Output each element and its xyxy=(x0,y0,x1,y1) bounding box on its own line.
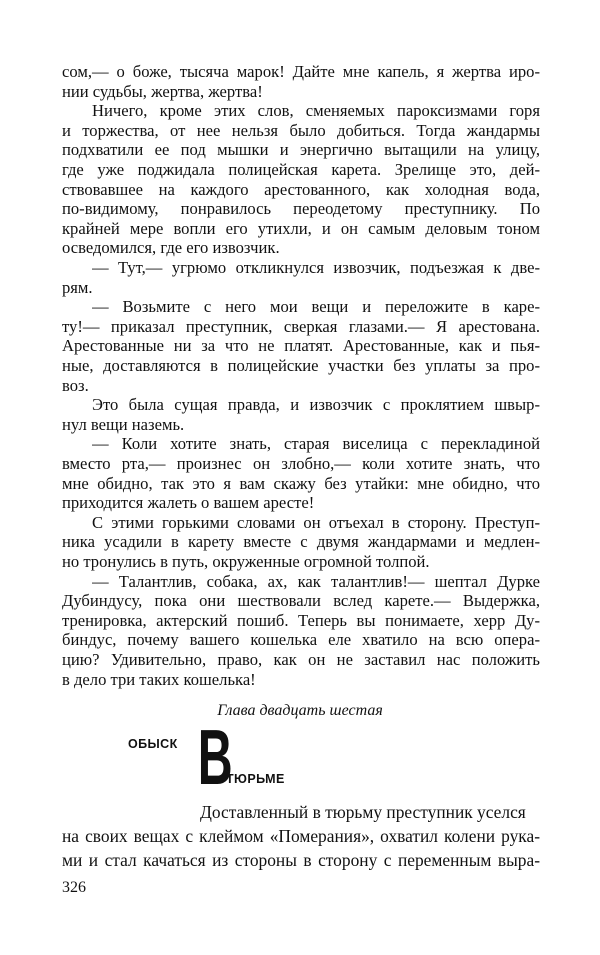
text-line: осведомился, где его извозчик. xyxy=(62,238,280,258)
text-line: крайней мере вопли его утихли, и он самым деловым тоном xyxy=(62,218,540,238)
text-line: сом,— о боже, тысяча марок! Дайте мне капель, я жертва иро- xyxy=(62,62,540,81)
text-line: цию? Удивительно, право, как он не заставил нас положить xyxy=(62,650,540,669)
text-line: ту!— приказал преступник, сверкая глазами.— Я арестована. xyxy=(62,316,540,336)
chapter-title-word-1: ОБЫСК xyxy=(128,737,178,751)
text-line: тренировка, актерский пошиб. Теперь вы понимаете, херр Ду- xyxy=(62,610,540,630)
text-line: на своих вещах с клеймом «Померания», охватил колени рука- xyxy=(62,826,540,846)
text-line: С этими горькими словами он отъехал в сторону. Преступ- xyxy=(92,512,540,532)
text-line: нии судьбы, жертва, жертва! xyxy=(62,81,263,101)
text-line: — Талантлив, собака, ах, как талантлив!— шептал Дурке xyxy=(92,571,540,591)
text-line: но тронулись в путь, окруженные огромной толпой. xyxy=(62,552,430,571)
text-line: ника усадили в карету вместе с двумя жандармами и медлен- xyxy=(62,532,540,552)
text-line: ми и стал качаться из стороны в сторону с переменным выра- xyxy=(62,850,540,870)
text-line: Ничего, кроме этих слов, сменяемых пароксизмами горя xyxy=(92,101,540,121)
text-line: Это была сущая правда, и извозчик с проклятием швыр- xyxy=(92,395,540,415)
text-line: ствовавшее на каждого арестованного, как холодная вода, xyxy=(62,179,540,199)
text-line: биндус, почему вашего кошелька еле хватило на всю опера- xyxy=(62,630,540,650)
text-line: нул вещи наземь. xyxy=(62,414,185,434)
page-number: 326 xyxy=(62,879,86,896)
text-line: Дубиндусу, пока они шествовали вслед карете.— Выдержка, xyxy=(62,591,540,611)
text-line: рям. xyxy=(62,277,93,297)
text-line: по-видимому, понравилось переодетому преступнику. По xyxy=(62,199,540,219)
text-line: Арестованные ни за что не платят. Арестованные, как и пья- xyxy=(62,336,540,356)
text-line: ные, доставляются в полицейские участки без уплаты за про- xyxy=(62,356,540,375)
text-line: в дело три таких кошелька! xyxy=(62,669,256,689)
text-line: — Возьмите с него мои вещи и переложите в каре- xyxy=(92,297,540,317)
chapter-title-dropcap: В xyxy=(197,713,233,801)
text-line: воз. xyxy=(62,375,89,395)
chapter-title-word-3: ТЮРЬМЕ xyxy=(226,772,285,786)
text-line: Доставленный в тюрьму преступник уселся xyxy=(200,802,526,822)
text-line: вместо рта,— произнес он злобно,— коли хотите знать, что xyxy=(62,454,540,473)
text-line: где уже поджидала полицейская карета. Зрелище это, дей- xyxy=(62,160,540,179)
chapter-label: Глава двадцать шестая xyxy=(217,702,383,719)
text-line: и торжества, от нее нельзя было добиться. Тогда жандармы xyxy=(62,120,540,140)
text-line: — Тут,— угрюмо откликнулся извозчик, подъезжая к две- xyxy=(92,258,540,277)
text-line: мне обидно, так это я вам скажу без утайки: мне обидно, что xyxy=(62,473,540,493)
text-line: подхватили ее под мышки и энергично вытащили на улицу, xyxy=(62,140,540,160)
text-line: приходится жалеть о вашем аресте! xyxy=(62,493,315,513)
text-line: — Коли хотите знать, старая виселица с перекладиной xyxy=(92,434,540,454)
